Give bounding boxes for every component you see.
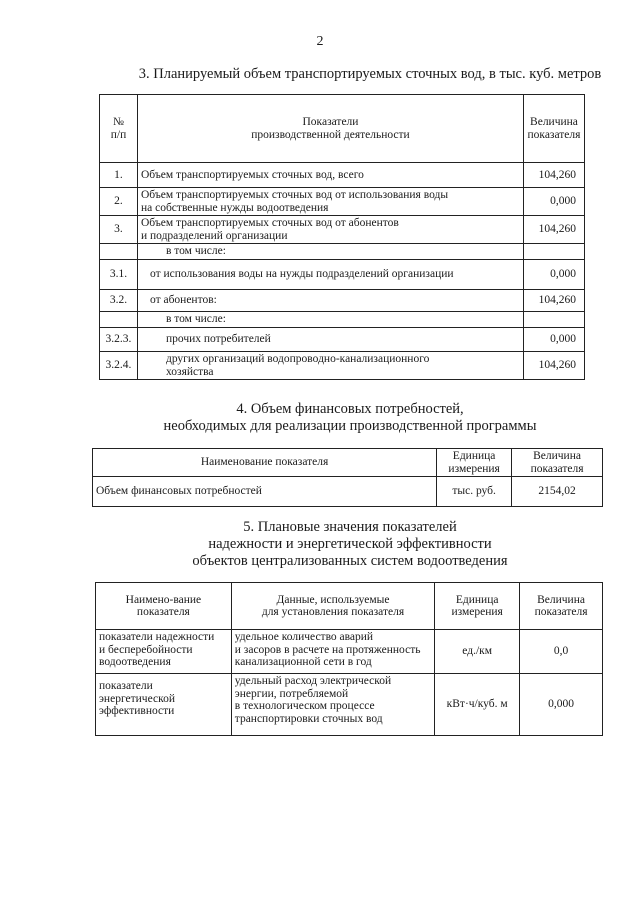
- table-header-row: [100, 95, 585, 163]
- financial-needs-table: [92, 448, 603, 507]
- section4-title: 4. Объем финансовых потребностей, необходимых для реализации производственной программы: [163, 401, 537, 434]
- row-unit: кВт·ч/куб. м: [435, 674, 520, 736]
- row-label: в том числе:: [137, 244, 523, 260]
- row-num: 3.2.3.: [100, 328, 138, 352]
- row-value: 104,260: [523, 163, 584, 188]
- row-label: Объем транспортируемых сточных вод от абонентов и подразделений организации: [137, 216, 523, 244]
- row-unit: тыс. руб.: [437, 477, 512, 507]
- row-unit: ед./км: [435, 630, 520, 674]
- row-label: Объем транспортируемых сточных вод, всего: [137, 163, 523, 188]
- table-row: [100, 312, 585, 328]
- table-row: [96, 674, 603, 736]
- row-num: 3.1.: [100, 260, 138, 290]
- row-label: от использования воды на нужды подразделений организации: [137, 260, 523, 290]
- header-name: Наименование показателя: [93, 449, 437, 477]
- row-value: [523, 244, 584, 260]
- row-data: удельный расход электрической энергии, потребляемой в технологическом процессе транспортировки сточных вод: [231, 674, 434, 736]
- header-name: Наимено-вание показателя: [96, 583, 232, 630]
- table-row: [93, 477, 603, 507]
- header-value: Величина показателя: [512, 449, 603, 477]
- row-value: 104,260: [523, 352, 584, 380]
- row-value: 0,000: [523, 188, 584, 216]
- table-row: [100, 244, 585, 260]
- header-unit: Единица измерения: [435, 583, 520, 630]
- page-number: 2: [316, 34, 324, 49]
- row-name: показатели энергетической эффективности: [96, 674, 232, 736]
- reliability-efficiency-table: [95, 582, 603, 736]
- row-data: удельное количество аварий и засоров в расчете на протяженность канализационной сети в год: [231, 630, 434, 674]
- table-header-row: [93, 449, 603, 477]
- table-row: [96, 630, 603, 674]
- table-row: [100, 260, 585, 290]
- row-num: 2.: [100, 188, 138, 216]
- row-value: [523, 312, 584, 328]
- header-data: Данные, используемые для установления показателя: [231, 583, 434, 630]
- header-value: Величина показателя: [520, 583, 603, 630]
- row-value: 2154,02: [512, 477, 603, 507]
- table-row: [100, 216, 585, 244]
- row-num: 3.2.: [100, 290, 138, 312]
- row-num: 3.2.4.: [100, 352, 138, 380]
- section5-title: 5. Плановые значения показателей надежности и энергетической эффективности объектов централизованных систем водоотведения: [192, 519, 508, 569]
- table-row: [100, 328, 585, 352]
- row-value: 0,000: [523, 328, 584, 352]
- row-label: прочих потребителей: [137, 328, 523, 352]
- header-unit: Единица измерения: [437, 449, 512, 477]
- table-row: [100, 188, 585, 216]
- row-value: 104,260: [523, 290, 584, 312]
- table-row: [100, 163, 585, 188]
- table-header-row: [96, 583, 603, 630]
- row-num: [100, 312, 138, 328]
- row-value: 0,000: [523, 260, 584, 290]
- transport-volume-table: [99, 94, 585, 380]
- table-row: [100, 352, 585, 380]
- row-name: Объем финансовых потребностей: [93, 477, 437, 507]
- row-value: 104,260: [523, 216, 584, 244]
- row-num: [100, 244, 138, 260]
- header-value: Величина показателя: [523, 95, 584, 163]
- row-label: в том числе:: [137, 312, 523, 328]
- row-name: показатели надежности и бесперебойности водоотведения: [96, 630, 232, 674]
- header-indicator: Показатели производственной деятельности: [137, 95, 523, 163]
- table-row: [100, 290, 585, 312]
- row-value: 0,000: [520, 674, 603, 736]
- row-num: 1.: [100, 163, 138, 188]
- section3-title: 3. Планируемый объем транспортируемых сточных вод, в тыс. куб. метров: [138, 66, 602, 82]
- row-label: от абонентов:: [137, 290, 523, 312]
- row-num: 3.: [100, 216, 138, 244]
- row-value: 0,0: [520, 630, 603, 674]
- header-num: № п/п: [100, 95, 138, 163]
- row-label: других организаций водопроводно-канализационного хозяйства: [137, 352, 523, 380]
- row-label: Объем транспортируемых сточных вод от использования воды на собственные нужды водоотведения: [137, 188, 523, 216]
